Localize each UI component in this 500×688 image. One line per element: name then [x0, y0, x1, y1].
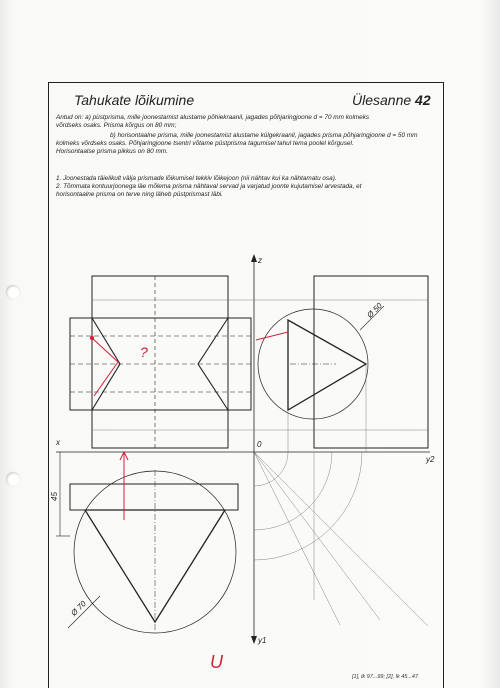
given-line-b2: kolmeks võrdseks osaks. Põhjaringjoone tsentri võtame püstprisma tagumisel tahul tema poolel kõrgusel. [56, 140, 354, 147]
origin-label: 0 [257, 440, 262, 449]
axis-y1-label: y1 [258, 636, 267, 645]
instruction-step2: 2. Tõmmata kontuurjoonega läe mõlema prisma nähtaval servad ja varjatud joonte kujutamisel arvestada, et [56, 183, 362, 190]
handwritten-note: U [210, 652, 223, 672]
dim-50-label: Ø 50 [365, 301, 384, 320]
side-view-prism [314, 276, 428, 448]
axis-y2-label: y2 [426, 455, 435, 464]
instruction-step2b: horisontaalne prisma on terve ning läheb püstprismast läbi. [56, 191, 223, 198]
red-mark-right [256, 332, 288, 340]
given-line-b3: Horisontaalse prisma pikkus on 80 mm. [56, 148, 168, 155]
instruction-step1: 1. Joonestada täielikult välja prismade lõikumisel tekkiv lõikejoon (nii nähtav kui ka nähtamatu osa). [56, 175, 337, 182]
task-label: Ülesanne [352, 92, 412, 108]
side-triangle [288, 320, 366, 410]
dim-70-label: Ø 70 [69, 599, 88, 618]
red-mark-left [92, 338, 118, 396]
projection-diagonal [254, 452, 428, 626]
red-dot [90, 336, 93, 339]
page-title: Tahukate lõikumine [74, 92, 195, 108]
task-number-value: 42 [415, 92, 431, 108]
projection-line-1 [254, 452, 380, 620]
axis-x-label: x [56, 438, 60, 447]
footer-reference: [1], lk 97...99; [2], lk 45...47 [352, 674, 419, 680]
handwritten-question: ? [140, 344, 148, 360]
projection-line-2 [254, 452, 340, 625]
dim-45-label: 45 [49, 492, 59, 501]
axis-z-label: z [258, 256, 262, 265]
given-line-a2: võrdseks osaks. Prisma kõrgus on 80 mm; [56, 122, 177, 129]
axis-z-arrow [251, 254, 257, 262]
front-vertical-prism [92, 276, 228, 448]
axis-y1-arrow [251, 636, 257, 644]
given-line-a: Antud on: a) püstprisma, mille joonestamist alustame põhiekraanil, jagades põhjaringjoone d = 70 mm kolmeks [56, 114, 370, 121]
given-line-b: b) horisontaalne prisma, mille joonestamist alustame külgekraanil, jagades prisma põhjaringjoone d = 50 mm [110, 132, 418, 139]
